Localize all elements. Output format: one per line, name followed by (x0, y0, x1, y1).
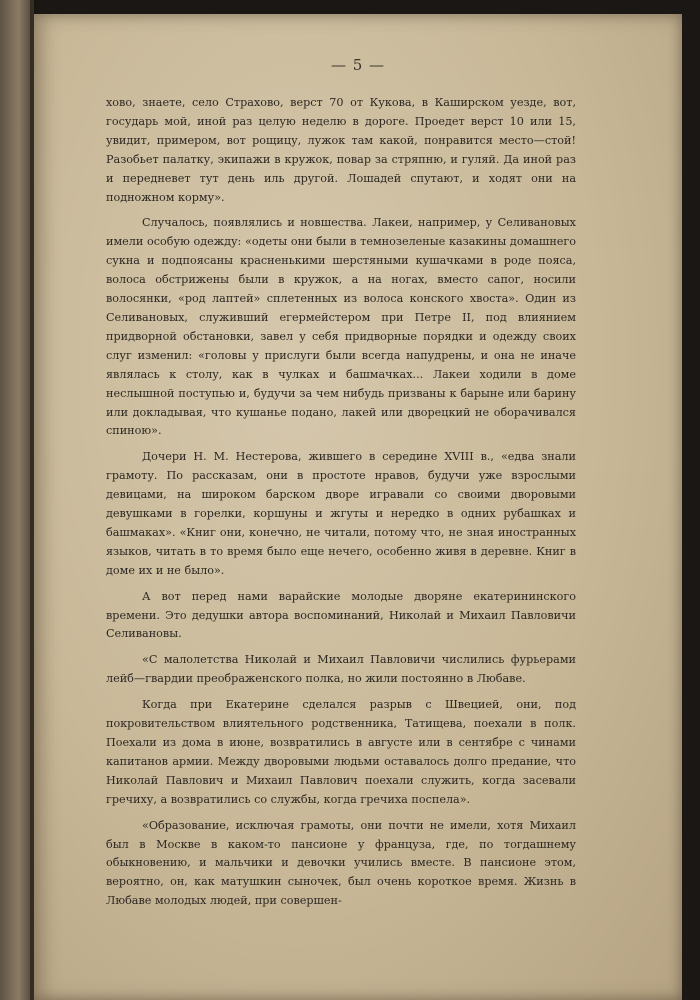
page-text (106, 94, 576, 918)
book-page (34, 14, 682, 1000)
previous-page-edge (0, 0, 34, 1000)
paragraph-4: А вот перед нами варайские молодые дворяне екатерининского времени. Это дедушки автора воспоминаний, Николай и Михаил Павловичи Селивановы. (106, 589, 576, 641)
paragraph-5: «С малолетства Николай и Михаил Павловичи числились фурьерами лейб—гвардии преображенского полка, но жили постоянно в Любаве. (106, 653, 576, 686)
page-number: — 5 — (330, 56, 386, 74)
paragraph-1: хово, знаете, село Страхово, верст 70 от Кукова, в Каширском уезде, вот, государь мой, иной раз целую неделю в дороге. Проедет верст 10 или 15, увидит, примером, вот рощицу, лужок там какой, понравится место—стой! Разобьет палатку, экипажи в кружок, повар за стряпню, и гуляй. Да иной раз и передневет тут день иль другой. Лошадей спутают, и ходят они на подножном корму». (106, 96, 576, 204)
paragraph-3: Дочери Н. М. Нестерова, жившего в середине XVIII в., «едва знали грамоту. По рассказам, они в простоте нравов, будучи уже взрослыми девицами, на широком барском дворе игравали со своими дворовыми девушками в горелки, коршуны и жгуты и нередко в одних рубашках и башмаках». «Книг они, конечно, не читали, потому что, не зная иностранных языков, читать в то время было еще нечего, особенно живя в деревне. Книг в доме их и не было». (106, 450, 576, 577)
paragraph-2: Случалось, появлялись и новшества. Лакеи, например, у Селивановых имели особую одежду: «одеты они были в темнозеленые казакины домашнего сукна и подпоясаны красненькими шерстяными кушачками в роде пояса, волоса обстрижены были в кружок, а на ногах, вместо сапог, носили волосянки, «род лаптей» сплетенных из волоса конского хвоста». Один из Селивановых, служивший егермейстером при Петре II, под влиянием придворной обстановки, завел у себя придворные порядки и одежду своих слуг изменил: «головы у прислуги были всегда напудрены, и она не иначе являлась к столу, как в чулках и башмачках... Лакеи ходили в доме неслышной поступью и, будучи за чем нибудь призваны к барыне или барину или докладывая, что кушанье подано, лакей или дворецкий не оборачивался спиною». (106, 216, 576, 438)
paragraph-6: Когда при Екатерине сделался разрыв с Швецией, они, под покровительством влиятельного родственника, Татищева, поехали в полк. Поехали из дома в июне, возвратились в августе или в сентябре с чинами капитанов армии. Между дворовыми людьми оставалось долго предание, что Николай Павлович и Михаил Павлович поехали служить, когда засевали гречиху, а возвратились со службы, когда гречиха поспела». (106, 698, 576, 806)
paragraph-7: «Образование, исключая грамоты, они почти не имели, хотя Михаил был в Москве в каком-то пансионе у француза, где, по тогдашнему обыкновению, и мальчики и девочки учились вместе. В пансионе этом, вероятно, он, как матушкин сыночек, был очень короткое время. Жизнь в Любаве молодых людей, при совершен- (106, 818, 576, 908)
